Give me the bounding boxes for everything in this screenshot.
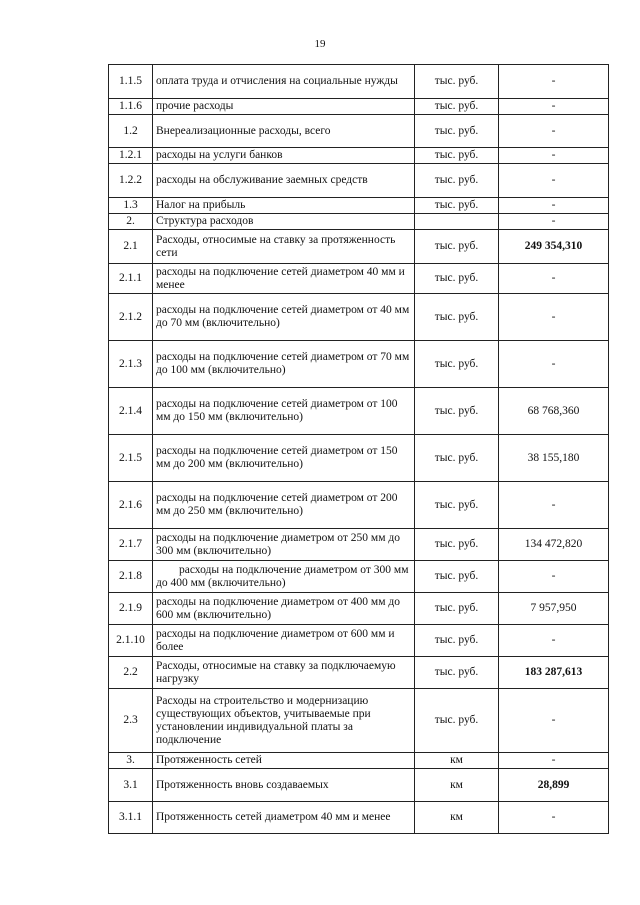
row-number: 2.1.9 <box>109 593 153 625</box>
row-number: 2.3 <box>109 689 153 753</box>
row-name: расходы на подключение диаметром от 600 мм и более <box>153 625 415 657</box>
row-number: 2.1.7 <box>109 529 153 561</box>
table-row <box>109 689 609 753</box>
row-number: 1.2.1 <box>109 148 153 164</box>
row-name: Налог на прибыль <box>153 198 415 214</box>
row-unit: тыс. руб. <box>415 593 499 625</box>
table-row <box>109 198 609 214</box>
row-value: - <box>499 148 609 164</box>
row-unit: тыс. руб. <box>415 264 499 294</box>
row-unit: тыс. руб. <box>415 388 499 435</box>
row-name: расходы на подключение сетей диаметром от 70 мм до 100 мм (включительно) <box>153 341 415 388</box>
row-name: Расходы на строительство и модернизацию существующих объектов, учитываемые при установлении индивидуальной платы за подключение <box>153 689 415 753</box>
row-name: оплата труда и отчисления на социальные нужды <box>153 65 415 99</box>
row-number: 2.1.2 <box>109 294 153 341</box>
row-name: расходы на подключение сетей диаметром от 100 мм до 150 мм (включительно) <box>153 388 415 435</box>
row-unit: тыс. руб. <box>415 99 499 115</box>
row-name: расходы на подключение сетей диаметром 40 мм и менее <box>153 264 415 294</box>
page-number: 19 <box>314 38 326 50</box>
row-value: - <box>499 115 609 148</box>
table-row <box>109 593 609 625</box>
row-number: 2.1.10 <box>109 625 153 657</box>
cost-structure-table <box>108 64 609 834</box>
row-unit: тыс. руб. <box>415 198 499 214</box>
row-unit: тыс. руб. <box>415 657 499 689</box>
row-value: 183 287,613 <box>499 657 609 689</box>
row-value: - <box>499 482 609 529</box>
row-number: 1.2 <box>109 115 153 148</box>
row-value: - <box>499 99 609 115</box>
row-number: 1.1.5 <box>109 65 153 99</box>
table-row <box>109 99 609 115</box>
row-value: - <box>499 561 609 593</box>
row-number: 1.1.6 <box>109 99 153 115</box>
row-unit: тыс. руб. <box>415 625 499 657</box>
table-row <box>109 657 609 689</box>
row-value: 134 472,820 <box>499 529 609 561</box>
row-unit: тыс. руб. <box>415 164 499 198</box>
row-number: 2.1.8 <box>109 561 153 593</box>
table-row <box>109 341 609 388</box>
row-number: 3. <box>109 753 153 769</box>
table-row <box>109 529 609 561</box>
row-value: - <box>499 294 609 341</box>
row-value: - <box>499 198 609 214</box>
table-row <box>109 294 609 341</box>
row-unit: тыс. руб. <box>415 341 499 388</box>
row-value: - <box>499 214 609 230</box>
row-number: 1.3 <box>109 198 153 214</box>
row-number: 1.2.2 <box>109 164 153 198</box>
row-unit: тыс. руб. <box>415 561 499 593</box>
row-name: расходы на обслуживание заемных средств <box>153 164 415 198</box>
row-value: - <box>499 264 609 294</box>
row-unit: тыс. руб. <box>415 529 499 561</box>
row-value: 7 957,950 <box>499 593 609 625</box>
row-number: 2.1.4 <box>109 388 153 435</box>
row-value: 249 354,310 <box>499 230 609 264</box>
row-number: 2.1.3 <box>109 341 153 388</box>
row-unit: тыс. руб. <box>415 294 499 341</box>
row-value: - <box>499 164 609 198</box>
table-row <box>109 115 609 148</box>
row-number: 2.1 <box>109 230 153 264</box>
row-number: 2.1.6 <box>109 482 153 529</box>
row-name: Протяженность сетей диаметром 40 мм и менее <box>153 802 415 834</box>
row-name: расходы на подключение сетей диаметром от 200 мм до 250 мм (включительно) <box>153 482 415 529</box>
row-unit: тыс. руб. <box>415 148 499 164</box>
row-unit <box>415 214 499 230</box>
row-value: 68 768,360 <box>499 388 609 435</box>
row-value: 38 155,180 <box>499 435 609 482</box>
row-unit: км <box>415 753 499 769</box>
row-value: - <box>499 65 609 99</box>
table-row <box>109 435 609 482</box>
row-unit: тыс. руб. <box>415 482 499 529</box>
row-name: расходы на подключение диаметром от 250 мм до 300 мм (включительно) <box>153 529 415 561</box>
table-row <box>109 625 609 657</box>
row-name: расходы на подключение сетей диаметром от 40 мм до 70 мм (включительно) <box>153 294 415 341</box>
row-value: 28,899 <box>499 769 609 802</box>
row-number: 2. <box>109 214 153 230</box>
table-row <box>109 482 609 529</box>
row-unit: тыс. руб. <box>415 230 499 264</box>
row-number: 3.1.1 <box>109 802 153 834</box>
row-unit: км <box>415 802 499 834</box>
table-row <box>109 214 609 230</box>
row-value: - <box>499 625 609 657</box>
row-unit: км <box>415 769 499 802</box>
row-value: - <box>499 802 609 834</box>
table-row <box>109 561 609 593</box>
table-row <box>109 148 609 164</box>
row-name: расходы на услуги банков <box>153 148 415 164</box>
row-name: расходы на подключение сетей диаметром от 150 мм до 200 мм (включительно) <box>153 435 415 482</box>
table-row <box>109 65 609 99</box>
row-name: Протяженность сетей <box>153 753 415 769</box>
table-row <box>109 802 609 834</box>
row-name: Структура расходов <box>153 214 415 230</box>
row-name: Расходы, относимые на ставку за протяженность сети <box>153 230 415 264</box>
table-row <box>109 164 609 198</box>
row-value: - <box>499 753 609 769</box>
row-name: Внереализационные расходы, всего <box>153 115 415 148</box>
row-name: расходы на подключение диаметром от 300 мм до 400 мм (включительно) <box>153 561 415 593</box>
table-row <box>109 388 609 435</box>
table-row <box>109 264 609 294</box>
row-name: расходы на подключение диаметром от 400 мм до 600 мм (включительно) <box>153 593 415 625</box>
row-number: 3.1 <box>109 769 153 802</box>
row-unit: тыс. руб. <box>415 689 499 753</box>
row-value: - <box>499 341 609 388</box>
row-number: 2.2 <box>109 657 153 689</box>
table-row <box>109 769 609 802</box>
row-unit: тыс. руб. <box>415 115 499 148</box>
row-unit: тыс. руб. <box>415 65 499 99</box>
table-row <box>109 753 609 769</box>
row-number: 2.1.1 <box>109 264 153 294</box>
row-value: - <box>499 689 609 753</box>
row-name: прочие расходы <box>153 99 415 115</box>
table-row <box>109 230 609 264</box>
row-name: Протяженность вновь создаваемых <box>153 769 415 802</box>
row-name: Расходы, относимые на ставку за подключаемую нагрузку <box>153 657 415 689</box>
row-unit: тыс. руб. <box>415 435 499 482</box>
row-number: 2.1.5 <box>109 435 153 482</box>
